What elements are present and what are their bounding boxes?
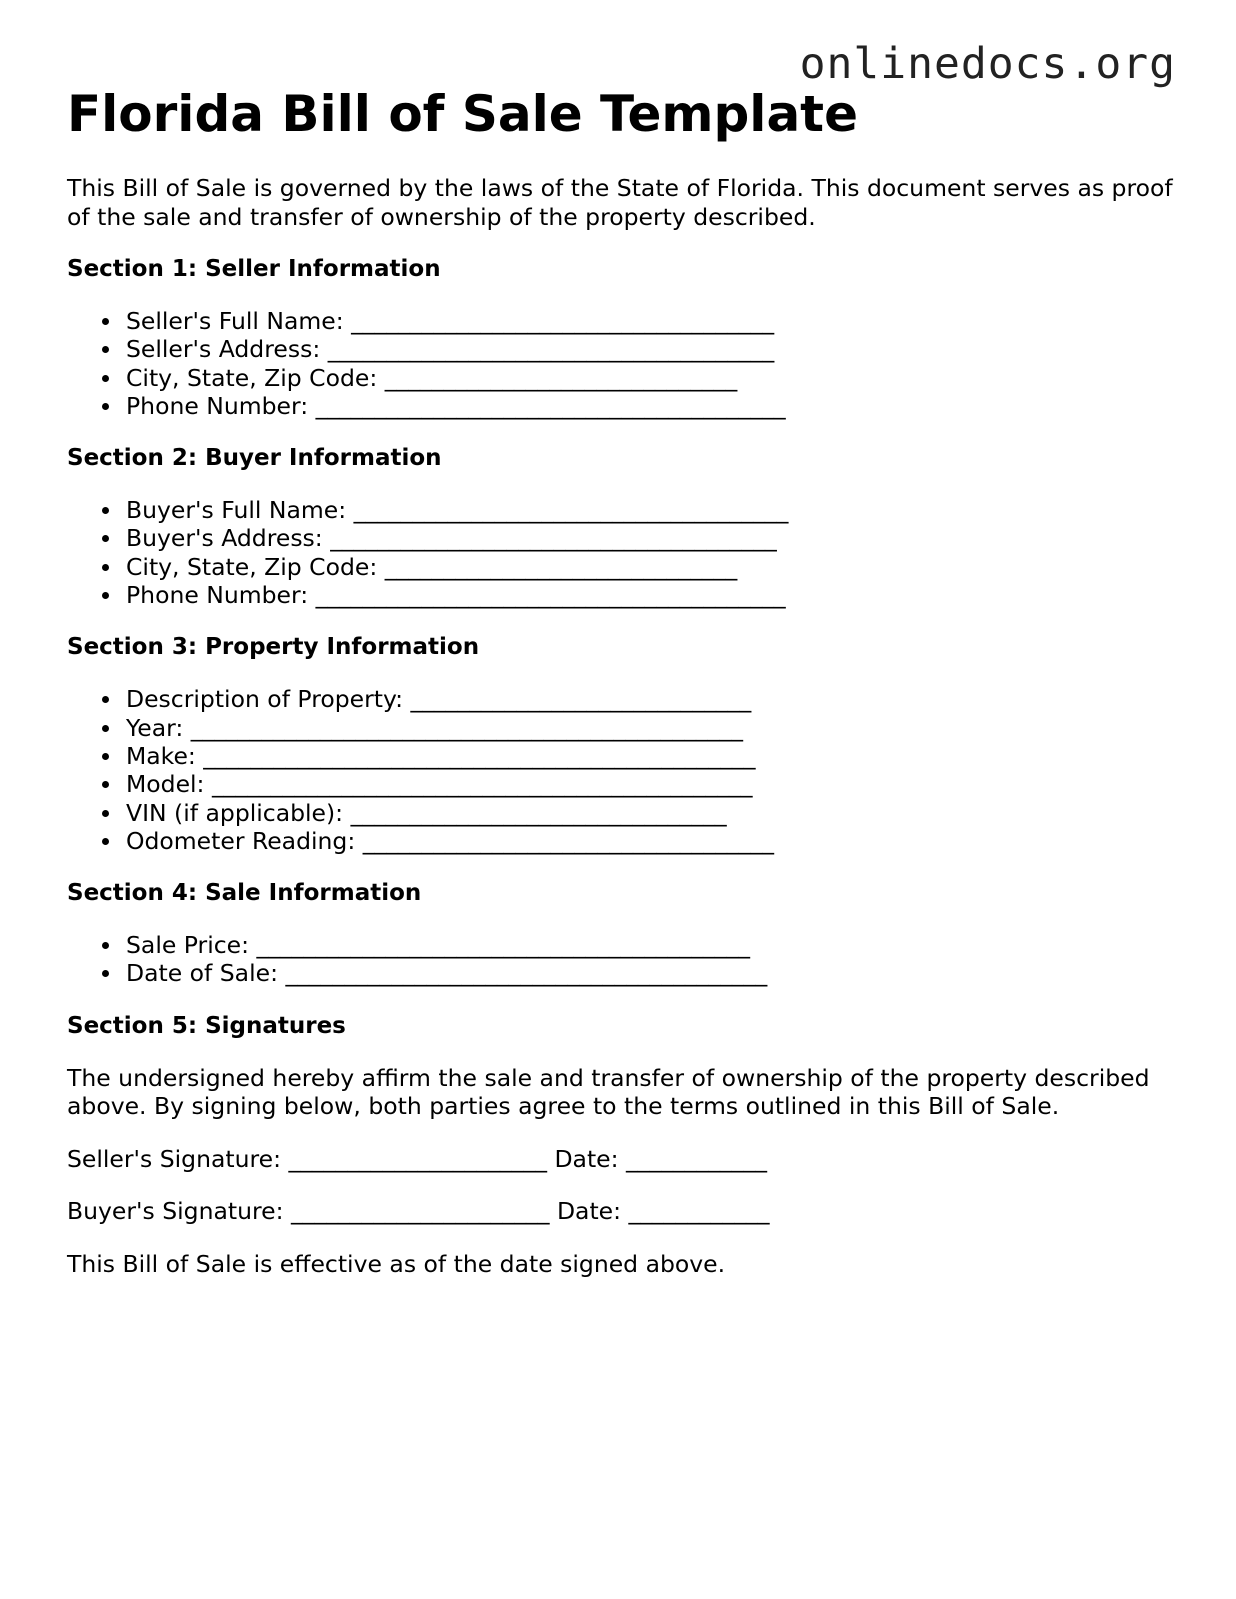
watermark: onlinedocs.org [799, 39, 1176, 89]
field-list [67, 685, 1177, 855]
field-buyer-city-state-zip: City, State, Zip Code: ______________________________ [126, 553, 1177, 581]
buyer-signature-line: Buyer's Signature: ______________________ Date: ____________ [67, 1197, 770, 1226]
seller-signature-line: Seller's Signature: ______________________ Date: ____________ [67, 1144, 768, 1173]
section-heading: Section 5: Signatures [67, 1012, 346, 1039]
field-list [67, 307, 1177, 420]
field-buyer-phone: Phone Number: ________________________________________ [126, 581, 1177, 609]
section-heading: Section 1: Seller Information [67, 256, 441, 282]
field-odometer: Odometer Reading: ___________________________________ [126, 827, 1177, 855]
field-buyer-address: Buyer's Address: ______________________________________ [126, 524, 1177, 552]
section-heading: Section 3: Property Information [67, 634, 480, 661]
field-seller-city-state-zip: City, State, Zip Code: ______________________________ [126, 364, 1177, 392]
section-sale [67, 879, 1177, 988]
section-heading: Section 2: Buyer Information [67, 445, 442, 472]
closing-statement: This Bill of Sale is effective as of the date signed above. [67, 1249, 726, 1278]
field-vin: VIN (if applicable): ________________________________ [126, 799, 1177, 827]
intro-paragraph: This Bill of Sale is governed by the laws of the State of Florida. This document serves as proof of the sale and transfer of ownership of the property described. [67, 174, 1173, 231]
page-title: Florida Bill of Sale Template [67, 85, 858, 143]
field-model: Model: ______________________________________________ [126, 770, 1177, 798]
field-sale-price: Sale Price: __________________________________________ [126, 931, 1177, 959]
section-buyer [67, 444, 1177, 609]
field-buyer-name: Buyer's Full Name: _____________________________________ [126, 496, 1177, 524]
field-property-description: Description of Property: _____________________________ [126, 685, 1177, 713]
field-seller-phone: Phone Number: ________________________________________ [126, 392, 1177, 420]
section-seller [67, 255, 1177, 420]
field-year: Year: _______________________________________________ [126, 714, 1177, 742]
field-list [67, 931, 1177, 988]
section-signatures [67, 1012, 1177, 1279]
document-page [67, 82, 1177, 1278]
field-seller-name: Seller's Full Name: ____________________________________ [126, 307, 1177, 335]
field-sale-date: Date of Sale: _________________________________________ [126, 959, 1177, 987]
section-heading: Section 4: Sale Information [67, 880, 422, 907]
field-list [67, 496, 1177, 609]
affirmation-paragraph: The undersigned hereby affirm the sale and transfer of ownership of the property described above. By signing below, both parties agree to the terms outlined in this Bill of Sale. [67, 1063, 1150, 1121]
field-seller-address: Seller's Address: ______________________________________ [126, 335, 1177, 363]
section-property [67, 633, 1177, 855]
field-make: Make: _______________________________________________ [126, 742, 1177, 770]
